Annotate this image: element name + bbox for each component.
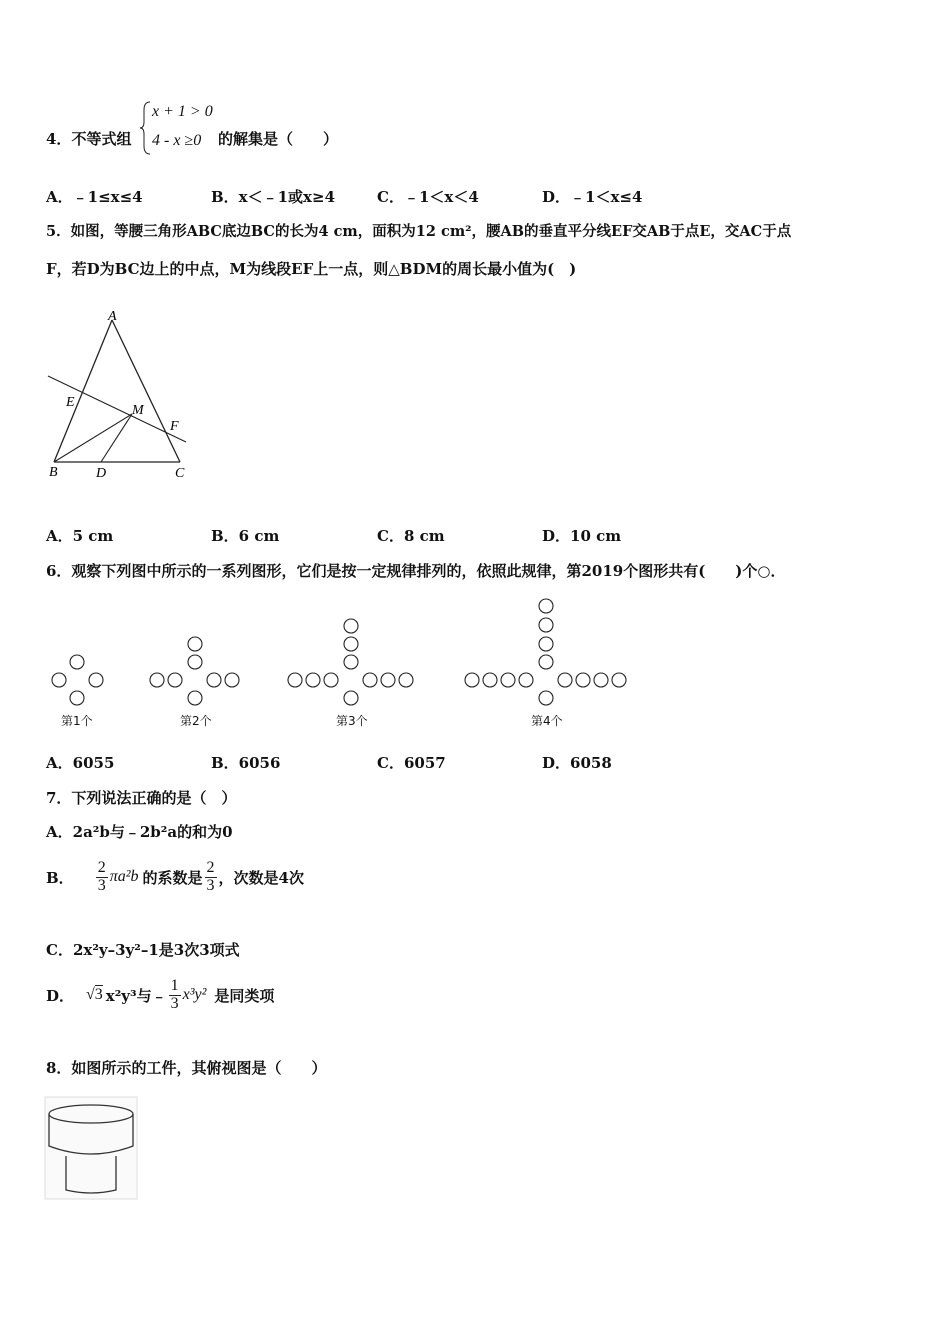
label-c: C — [175, 466, 185, 481]
q5-line1: 5．如图，等腰三角形ABC底边BC的长为4 cm，面积为12 cm²，腰AB的垂直平分线EF交AB于点E，交AC于点 — [46, 223, 792, 240]
q7-option-b[interactable] — [46, 854, 304, 900]
workpiece-figure — [44, 1096, 138, 1200]
q7-option-b-expr: πa²b — [109, 868, 139, 885]
q7-option-c[interactable]: C．2x²y–3y²–1是3次3项式 — [46, 941, 240, 959]
caption-figure-2: 第2个 — [180, 714, 212, 728]
q7-option-d-mid: x²y³与﹣ — [105, 986, 167, 1005]
triangle-figure — [44, 310, 194, 485]
sqrt-icon: √3 — [86, 986, 103, 1003]
q4-number: 4．不等式组 — [46, 130, 132, 148]
q7-option-b-mid: 的系数是 — [142, 868, 203, 887]
q6-line: 6．观察下列图中所示的一系列图形，它们是按一定规律排列的，依照此规律，第2019个图形共有( )个○． — [46, 562, 786, 580]
q4-option-d[interactable]: D．﹣1＜x≤4 — [542, 188, 643, 206]
label-b: B — [49, 465, 58, 480]
q4-option-a[interactable]: A．﹣1≤x≤4 — [46, 188, 143, 206]
caption-figure-4: 第4个 — [531, 714, 563, 728]
label-f: F — [170, 419, 179, 434]
q5-option-b[interactable]: B．6 cm — [211, 527, 280, 545]
q6-option-a[interactable]: A．6055 — [46, 754, 115, 772]
q4-system-line1: x + 1 > 0 — [152, 103, 213, 120]
q5-line2: F，若D为BC边上的中点，M为线段EF上一点，则△BDM的周长最小值为( ) — [46, 260, 577, 278]
q7-option-a[interactable]: A．2a²b与﹣2b²a的和为0 — [46, 823, 233, 841]
caption-figure-1: 第1个 — [61, 714, 93, 728]
brace-icon — [140, 100, 152, 156]
q7-option-d-fraction: $\frac{1}{3}$ — [170, 976, 179, 1012]
q5-option-c[interactable]: C．8 cm — [377, 527, 445, 545]
q7-option-b-end: ，次数是4次 — [218, 868, 304, 887]
q4-system-line2: 4 - x ≥0 — [152, 132, 202, 149]
q5-option-a[interactable]: A．5 cm — [46, 527, 114, 545]
label-a: A — [108, 310, 117, 324]
label-e: E — [66, 395, 75, 410]
q7-option-d-label: D． — [46, 986, 75, 1005]
q6-option-c[interactable]: C．6057 — [377, 754, 446, 772]
q7-option-b-fraction: $\frac{2}{3}$ — [97, 858, 106, 894]
label-d: D — [96, 466, 107, 481]
q5-option-d[interactable]: D．10 cm — [542, 527, 622, 545]
label-m: M — [132, 403, 144, 418]
q4-suffix: 的解集是（ ） — [218, 130, 339, 148]
q8-line: 8．如图所示的工件，其俯视图是（ ） — [46, 1059, 327, 1077]
q7-option-d-expr: x³y² — [182, 986, 207, 1003]
q4-option-b[interactable]: B．x＜﹣1或x≥4 — [211, 188, 336, 206]
q6-option-d[interactable]: D．6058 — [542, 754, 612, 772]
q7-line: 7．下列说法正确的是（ ） — [46, 789, 237, 807]
q7-option-d-end: 是同类项 — [214, 986, 275, 1005]
q4-option-c[interactable]: C．﹣1＜x＜4 — [377, 188, 479, 206]
q6-option-b[interactable]: B．6056 — [211, 754, 281, 772]
q7-option-b-coef: $\frac{2}{3}$ — [206, 858, 215, 894]
circle-pattern-figure — [44, 592, 644, 732]
q7-option-b-label: B． — [46, 868, 74, 887]
caption-figure-3: 第3个 — [336, 714, 368, 728]
q7-option-d[interactable] — [46, 972, 274, 1018]
